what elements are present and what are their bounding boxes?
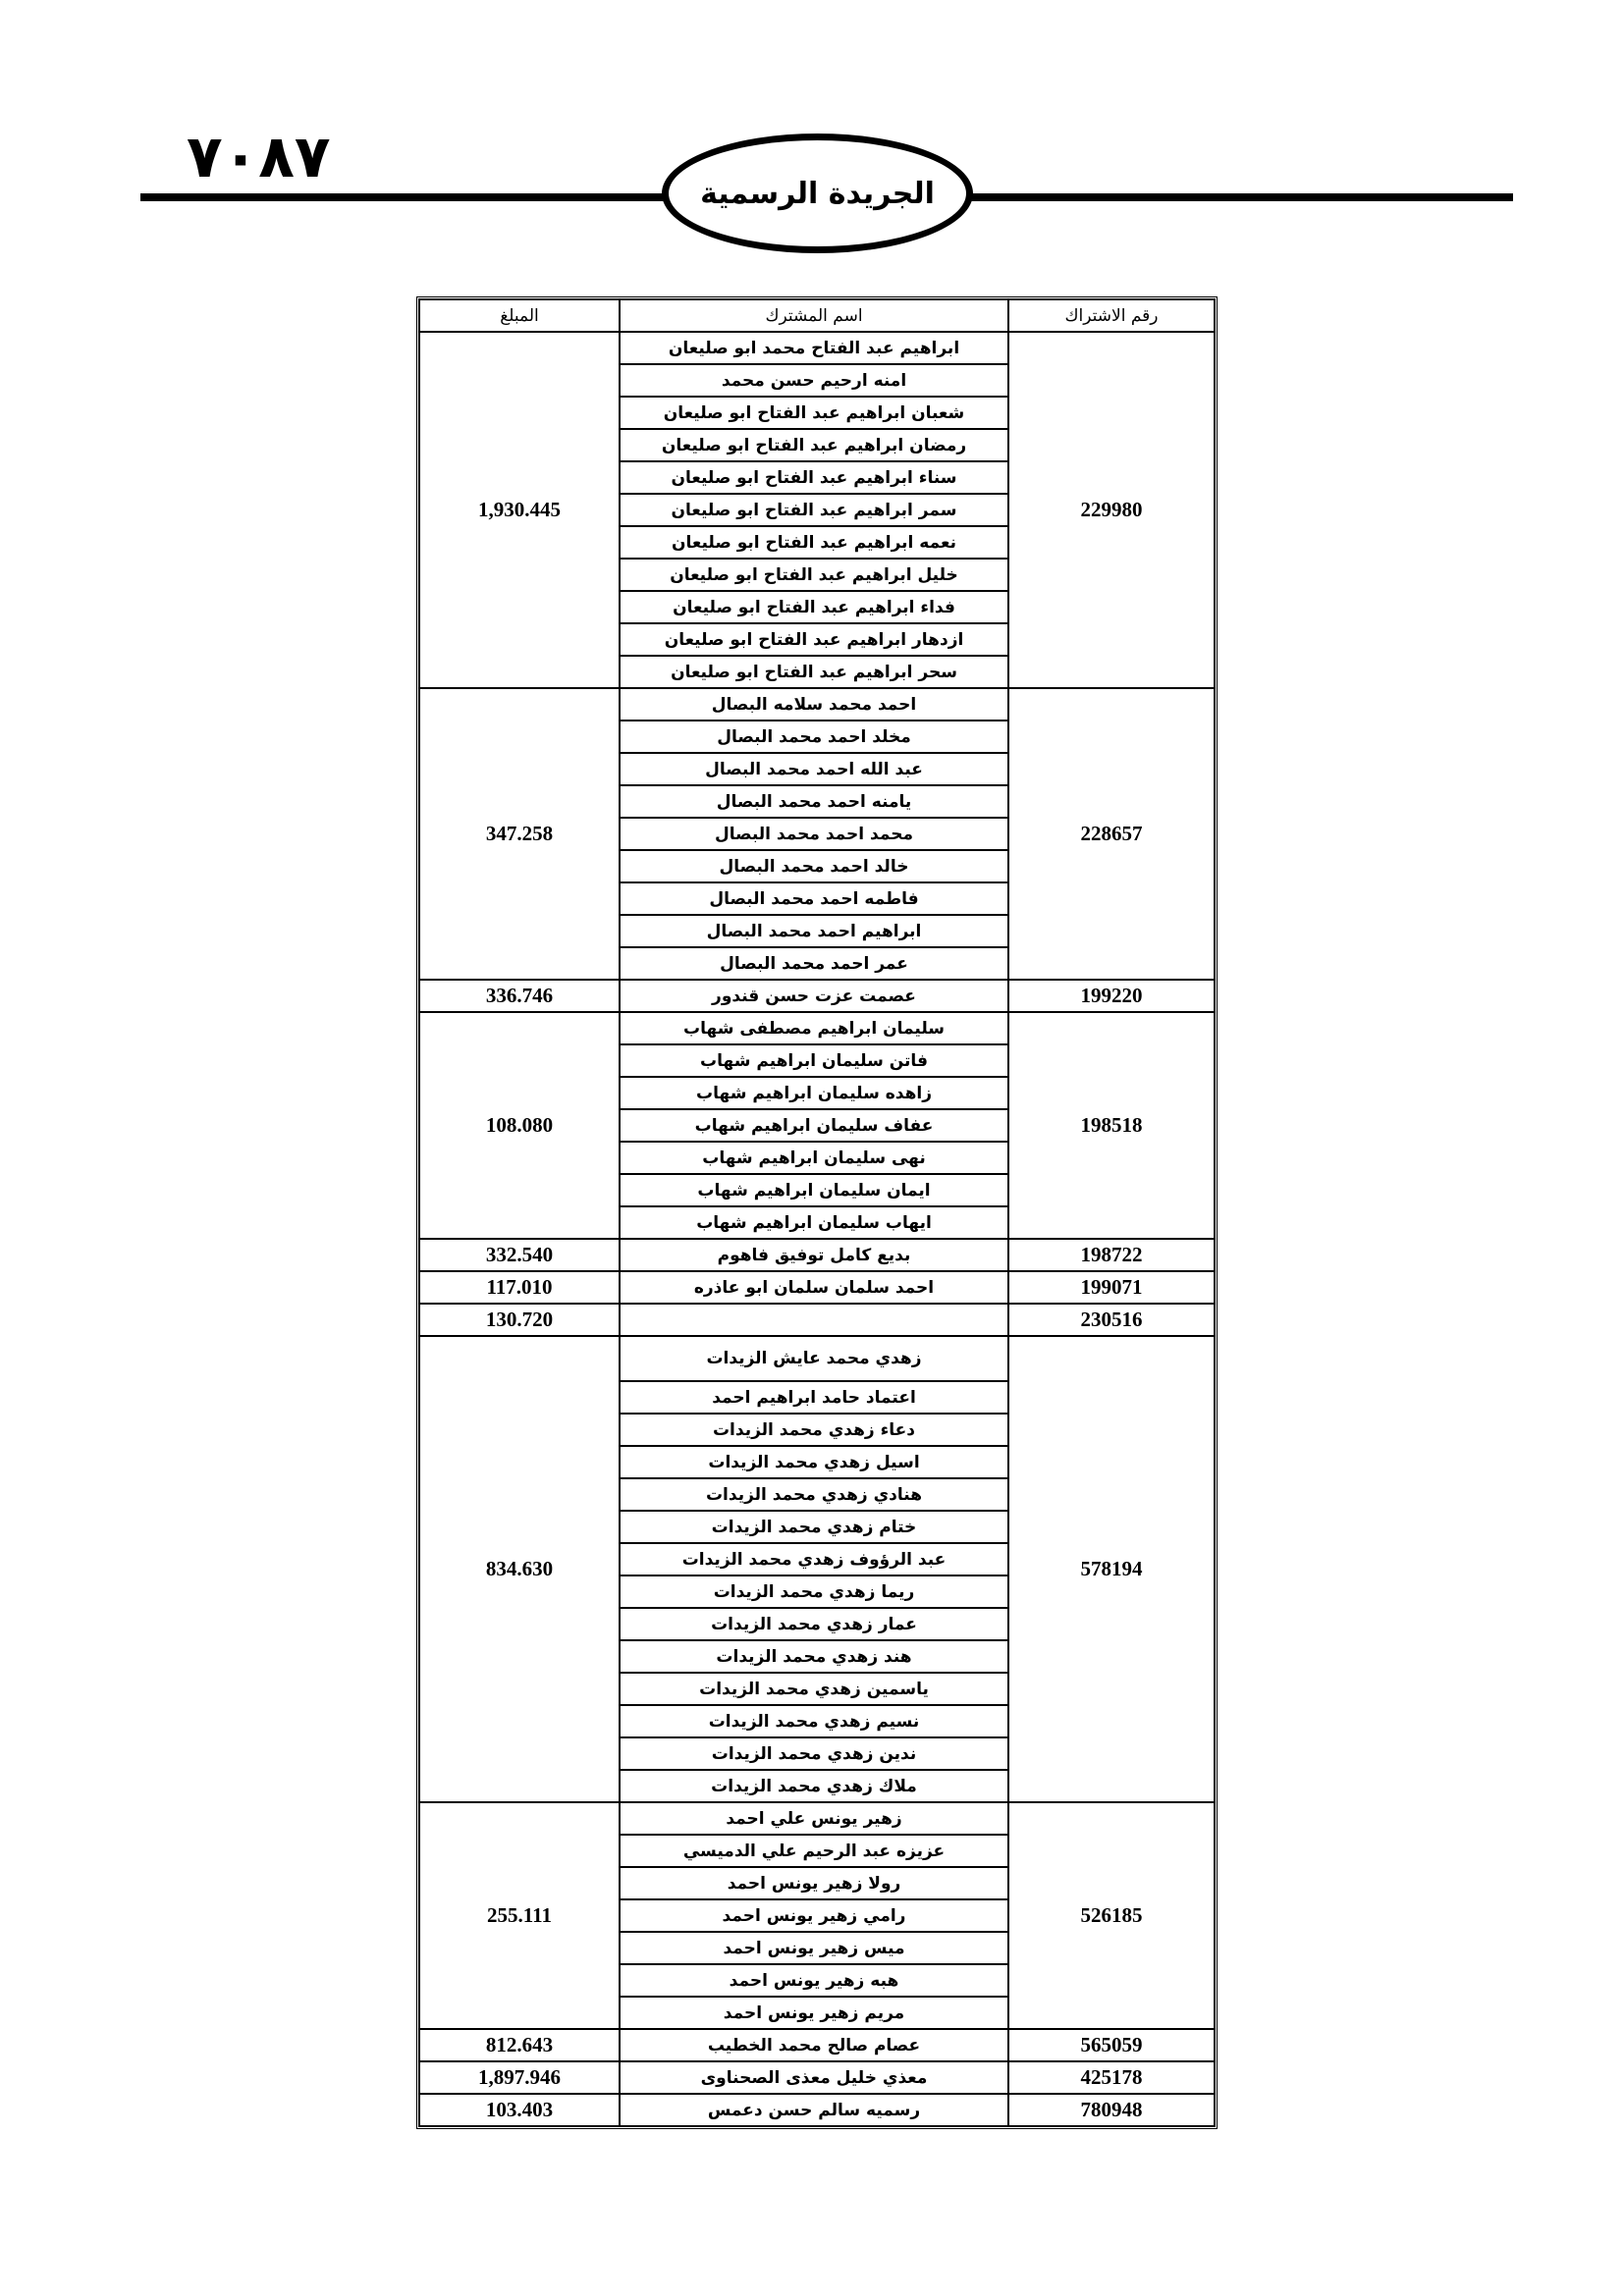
subscriber-name: نعمه ابراهيم عبد الفتاح ابو صليعان [620, 526, 1008, 559]
subscriber-name: رسميه سالم حسن دعمس [620, 2094, 1008, 2126]
subscribers-table [416, 296, 1218, 2129]
subscriber-name: هند زهدي محمد الزيدات [620, 1640, 1008, 1673]
table-header-row [419, 299, 1215, 332]
subscriber-name: ازدهار ابراهيم عبد الفتاح ابو صليعان [620, 623, 1008, 656]
table-row [419, 2061, 1215, 2094]
subscription-number: 199220 [1008, 980, 1215, 1012]
subscription-number: 230516 [1008, 1304, 1215, 1336]
subscriber-name: عصمت عزت حسن قندور [620, 980, 1008, 1012]
subscriber-name: عزيزه عبد الرحيم علي الدميسي [620, 1835, 1008, 1867]
subscription-number: 780948 [1008, 2094, 1215, 2126]
subscriber-name: فاتن سليمان ابراهيم شهاب [620, 1044, 1008, 1077]
subscriber-name: دعاء زهدي محمد الزيدات [620, 1414, 1008, 1446]
subscriber-name: عبد الرؤوف زهدي محمد الزيدات [620, 1543, 1008, 1575]
subscriber-name: ابراهيم احمد محمد البصال [620, 915, 1008, 947]
amount: 130.720 [419, 1304, 620, 1336]
subscriber-name: اسيل زهدي محمد الزيدات [620, 1446, 1008, 1478]
table-row [419, 1012, 1215, 1044]
subscriber-name: نهى سليمان ابراهيم شهاب [620, 1142, 1008, 1174]
subscription-number: 229980 [1008, 332, 1215, 688]
amount: 332.540 [419, 1239, 620, 1271]
subscriber-name: عمار زهدي محمد الزيدات [620, 1608, 1008, 1640]
amount: 117.010 [419, 1271, 620, 1304]
subscriber-name: احمد محمد سلامه البصال [620, 688, 1008, 721]
amount: 103.403 [419, 2094, 620, 2126]
header-ellipse [662, 133, 973, 253]
subscriber-name: ملاك زهدي محمد الزيدات [620, 1770, 1008, 1802]
subscriber-name: محمد احمد محمد البصال [620, 818, 1008, 850]
subscriber-name: هبه زهير يونس احمد [620, 1964, 1008, 1997]
subscriber-name: امنه ارحيم حسن محمد [620, 364, 1008, 397]
subscriber-name [620, 1304, 1008, 1336]
column-header-name: اسم المشترك [620, 299, 1008, 332]
amount: 255.111 [419, 1802, 620, 2029]
header-title: الجريدة الرسمية [700, 176, 935, 211]
amount: 347.258 [419, 688, 620, 980]
subscriber-name: ندين زهدي محمد الزيدات [620, 1737, 1008, 1770]
subscriber-name: مخلد احمد محمد البصال [620, 721, 1008, 753]
subscriber-name: ميس زهير يونس احمد [620, 1932, 1008, 1964]
subscriber-name: خالد احمد محمد البصال [620, 850, 1008, 882]
table-row [419, 2029, 1215, 2061]
subscriber-name: سحر ابراهيم عبد الفتاح ابو صليعان [620, 656, 1008, 688]
amount: 1,897.946 [419, 2061, 620, 2094]
subscriber-name: هنادي زهدي محمد الزيدات [620, 1478, 1008, 1511]
subscriber-name: زهير يونس علي احمد [620, 1802, 1008, 1835]
subscriber-name: اعتماد حامد ابراهيم احمد [620, 1381, 1008, 1414]
table-row [419, 2094, 1215, 2126]
amount: 812.643 [419, 2029, 620, 2061]
subscriber-name: عمر احمد محمد البصال [620, 947, 1008, 980]
column-header-subscription: رقم الاشتراك [1008, 299, 1215, 332]
subscriber-name: عفاف سليمان ابراهيم شهاب [620, 1109, 1008, 1142]
subscriber-name: ريما زهدي محمد الزيدات [620, 1575, 1008, 1608]
amount: 336.746 [419, 980, 620, 1012]
subscriber-name: بديع كامل توفيق فاهوم [620, 1239, 1008, 1271]
subscriber-name: رولا زهير يونس احمد [620, 1867, 1008, 1899]
subscriber-name: رمضان ابراهيم عبد الفتاح ابو صليعان [620, 429, 1008, 461]
subscriber-name: احمد سلمان سلمان ابو عاذره [620, 1271, 1008, 1304]
subscriber-name: ياسمين زهدي محمد الزيدات [620, 1673, 1008, 1705]
column-header-amount: المبلغ [419, 299, 620, 332]
subscriber-name: عبد الله احمد محمد البصال [620, 753, 1008, 785]
subscription-number: 425178 [1008, 2061, 1215, 2094]
subscriber-name: رامي زهير يونس احمد [620, 1899, 1008, 1932]
amount: 1,930.445 [419, 332, 620, 688]
subscriber-name: ايهاب سليمان ابراهيم شهاب [620, 1206, 1008, 1239]
subscription-number: 228657 [1008, 688, 1215, 980]
amount: 834.630 [419, 1336, 620, 1802]
subscriber-name: فداء ابراهيم عبد الفتاح ابو صليعان [620, 591, 1008, 623]
table-body [419, 332, 1215, 2126]
subscription-number: 578194 [1008, 1336, 1215, 1802]
subscriber-name: عصام صالح محمد الخطيب [620, 2029, 1008, 2061]
table-row [419, 1802, 1215, 1835]
page-number: ٧٠٨٧ [187, 123, 331, 191]
subscriber-name: ابراهيم عبد الفتاح محمد ابو صليعان [620, 332, 1008, 364]
subscription-number: 565059 [1008, 2029, 1215, 2061]
subscription-number: 198722 [1008, 1239, 1215, 1271]
amount: 108.080 [419, 1012, 620, 1239]
subscriber-name: سليمان ابراهيم مصطفى شهاب [620, 1012, 1008, 1044]
subscriber-name: سمر ابراهيم عبد الفتاح ابو صليعان [620, 494, 1008, 526]
subscriber-name: خليل ابراهيم عبد الفتاح ابو صليعان [620, 559, 1008, 591]
subscriber-name: زاهده سليمان ابراهيم شهاب [620, 1077, 1008, 1109]
subscription-number: 199071 [1008, 1271, 1215, 1304]
subscriber-name: شعبان ابراهيم عبد الفتاح ابو صليعان [620, 397, 1008, 429]
subscriber-name: ختام زهدي محمد الزيدات [620, 1511, 1008, 1543]
subscriber-name: يامنه احمد محمد البصال [620, 785, 1008, 818]
table-row [419, 1336, 1215, 1381]
table-row [419, 332, 1215, 364]
subscriber-name: معذي خليل معذى الصحناوى [620, 2061, 1008, 2094]
table-row [419, 980, 1215, 1012]
subscriber-name: زهدي محمد عايش الزيدات [620, 1336, 1008, 1381]
subscriber-name: فاطمه احمد محمد البصال [620, 882, 1008, 915]
subscriber-name: مريم زهير يونس احمد [620, 1997, 1008, 2029]
subscriber-name: ايمان سليمان ابراهيم شهاب [620, 1174, 1008, 1206]
table-row [419, 688, 1215, 721]
subscriber-name: نسيم زهدي محمد الزيدات [620, 1705, 1008, 1737]
subscription-number: 526185 [1008, 1802, 1215, 2029]
table-row [419, 1271, 1215, 1304]
subscription-number: 198518 [1008, 1012, 1215, 1239]
table-row [419, 1304, 1215, 1336]
subscriber-name: سناء ابراهيم عبد الفتاح ابو صليعان [620, 461, 1008, 494]
table-row [419, 1239, 1215, 1271]
